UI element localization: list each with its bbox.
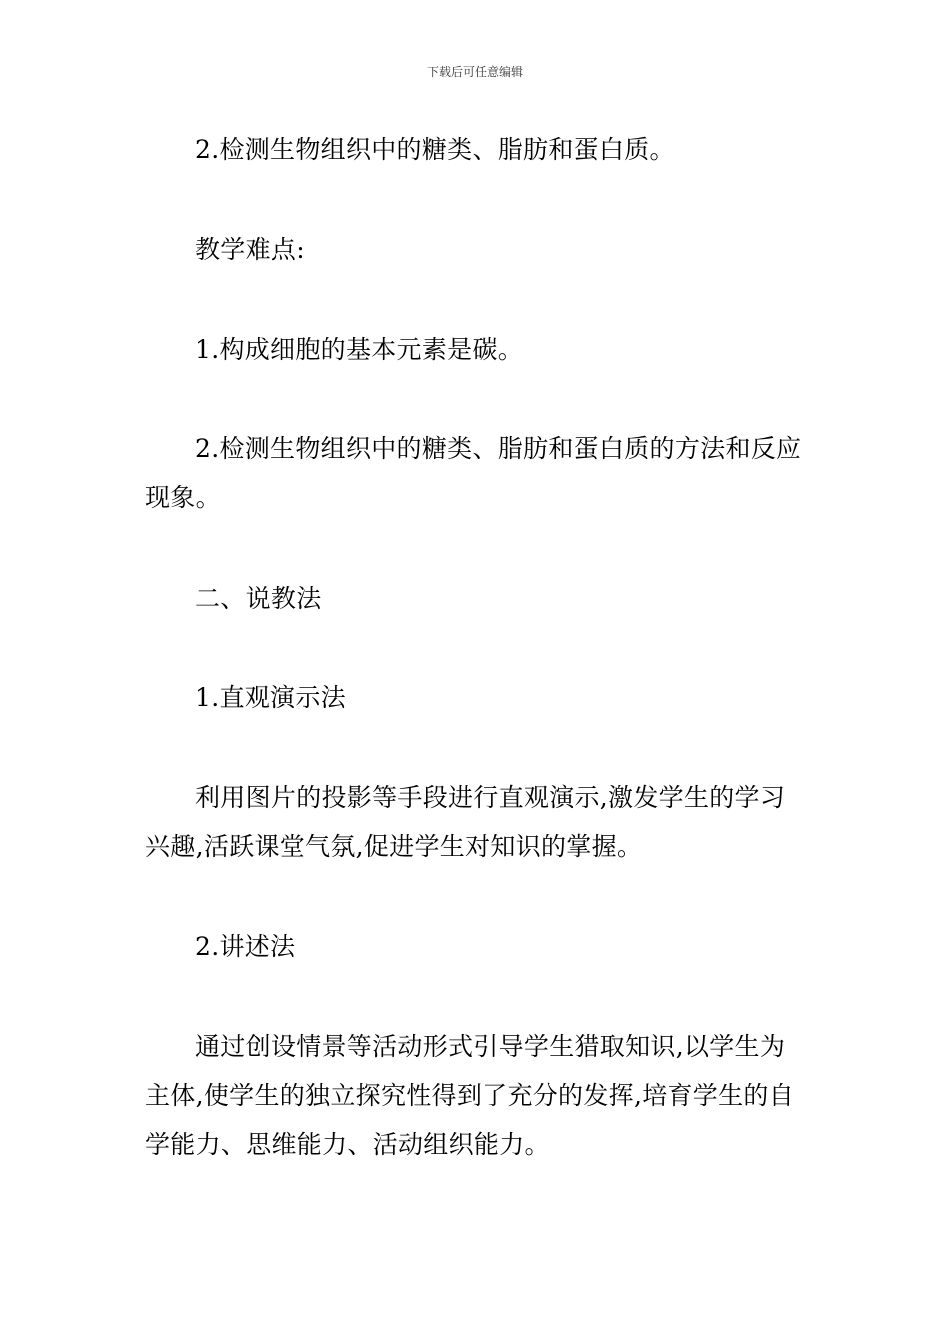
page-header: 下载后可任意编辑: [426, 65, 523, 79]
paragraph-method-2-body: 通过创设情景等活动形式引导学生猎取知识,以学生为主体,使学生的独立探究性得到了充分的发挥,培育学生的自学能力、思维能力、活动组织能力。: [145, 1032, 794, 1159]
paragraph-difficulty-heading: 教学难点:: [195, 235, 305, 264]
paragraph-difficulty-2: 2.检测生物组织中的糖类、脂肪和蛋白质的方法和反应现象。: [145, 434, 802, 512]
paragraph-method-1-title: 1.直观演示法: [195, 683, 346, 712]
paragraph-difficulty-1: 1.构成细胞的基本元素是碳。: [195, 335, 524, 364]
paragraph-method-1-body: 利用图片的投影等手段进行直观演示,激发学生的学习兴趣,活跃课堂气氛,促进学生对知识的掌握。: [145, 783, 786, 861]
paragraph-key-point-2: 2.检测生物组织中的糖类、脂肪和蛋白质。: [195, 135, 675, 164]
paragraph-method-2-title: 2.讲述法: [195, 932, 296, 961]
paragraph-section-teaching-method: 二、说教法: [195, 584, 322, 613]
